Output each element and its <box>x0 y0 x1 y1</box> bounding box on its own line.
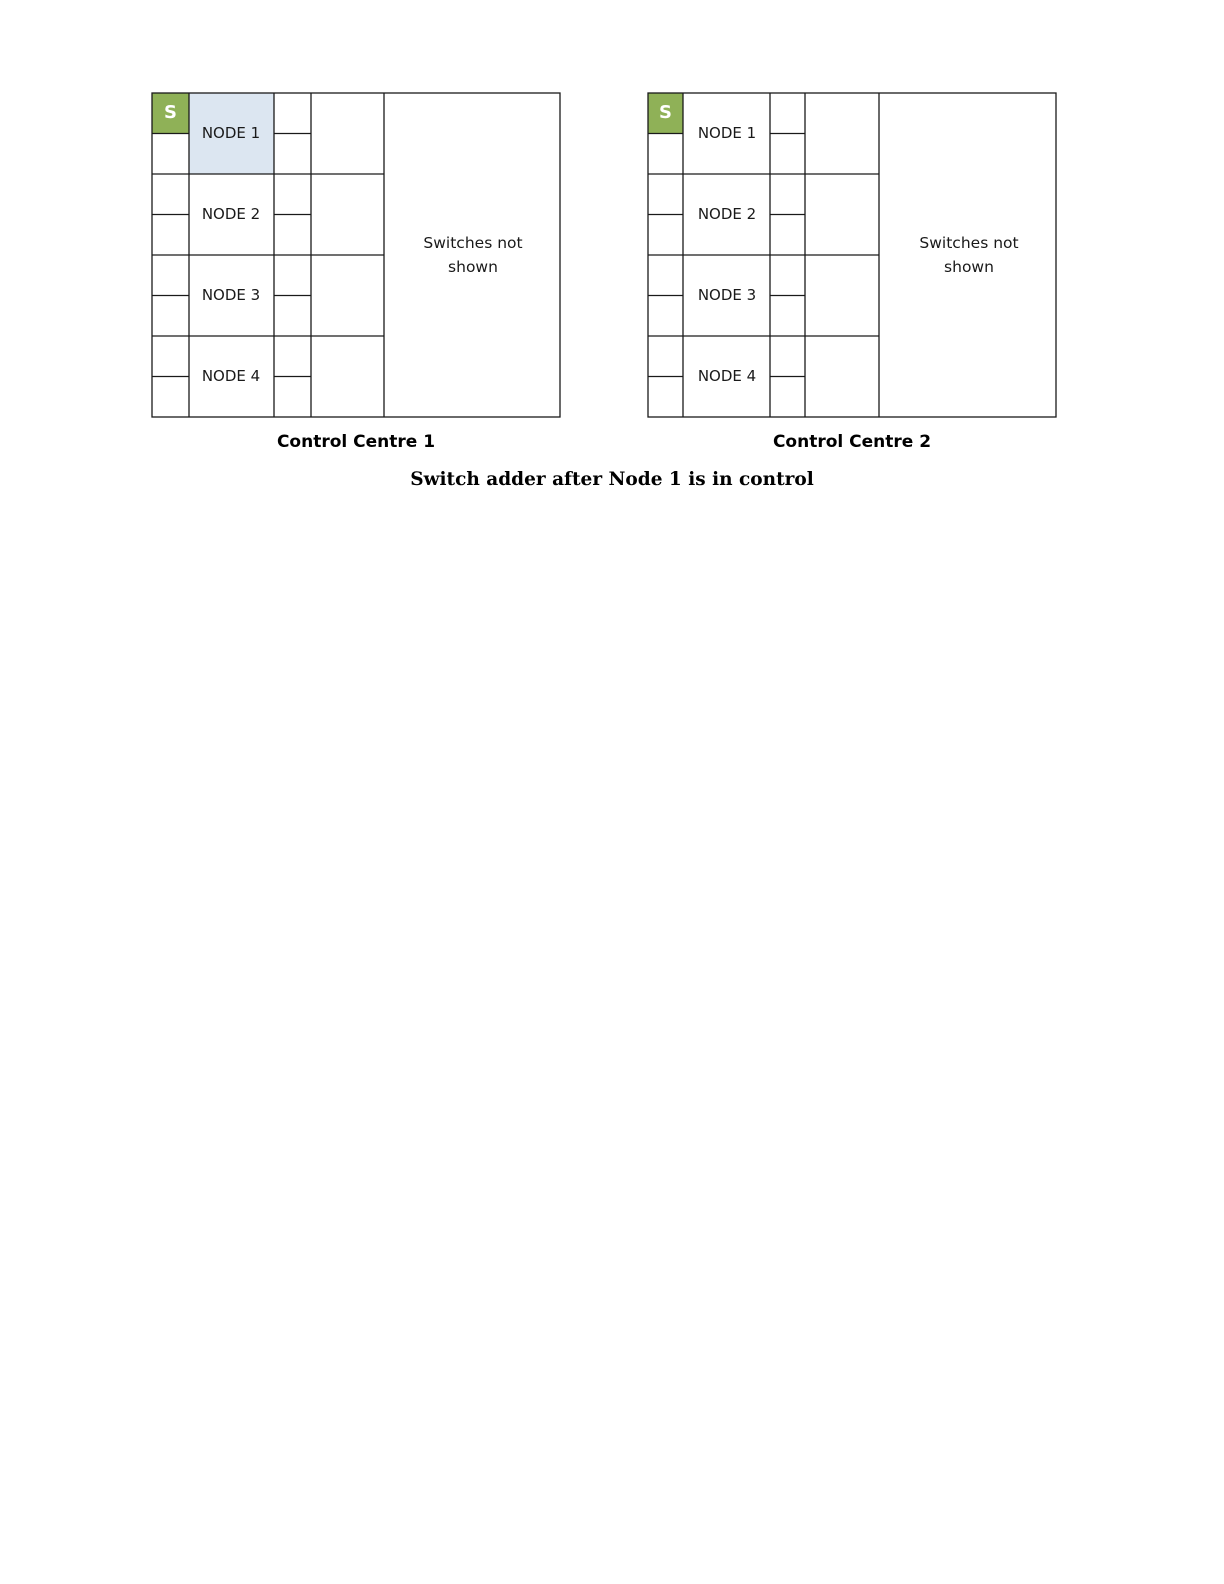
node-1-label: NODE 1 <box>697 124 757 142</box>
control-centre-2-title: Control Centre 2 <box>772 432 932 452</box>
switch-indicator-label: S <box>659 102 672 123</box>
switches-not-shown-note: Switches not shown <box>423 234 523 276</box>
node-2-label: NODE 2 <box>697 205 757 223</box>
node-3-label: NODE 3 <box>697 286 757 304</box>
node-4-label: NODE 4 <box>697 367 757 385</box>
figure-caption: Switch adder after Node 1 is in control <box>410 469 814 490</box>
control-centre-2-panel <box>647 92 1057 417</box>
control-centre-1-title: Control Centre 1 <box>276 432 436 452</box>
control-centre-1-panel <box>151 92 561 417</box>
switch-indicator-label: S <box>164 102 177 123</box>
node-2-label: NODE 2 <box>201 205 261 223</box>
node-4-label: NODE 4 <box>201 367 261 385</box>
node-1-label: NODE 1 <box>201 124 261 142</box>
switches-not-shown-note: Switches not shown <box>919 234 1019 276</box>
node-3-label: NODE 3 <box>201 286 261 304</box>
